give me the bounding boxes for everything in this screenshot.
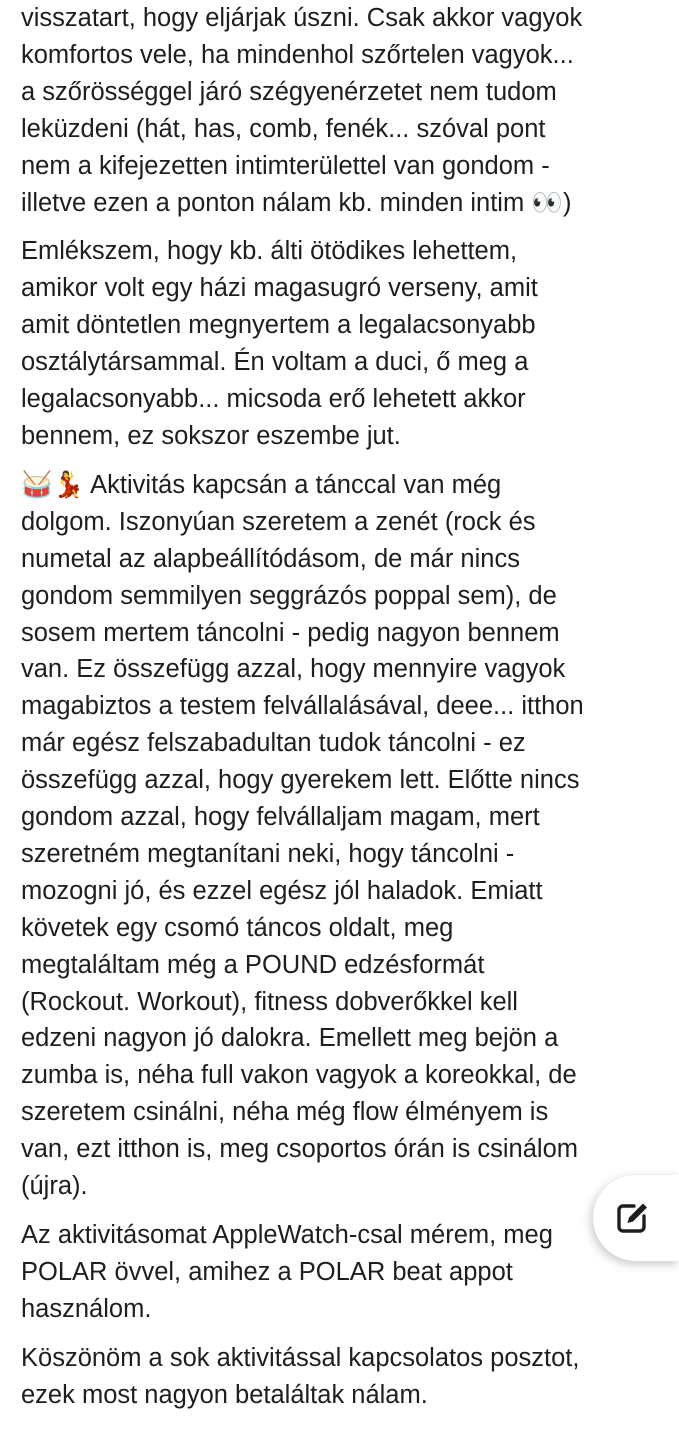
post-paragraph: [21, 0, 661, 221]
text-line: numetal az alapbeállítódásom, de már nincs: [21, 544, 520, 573]
post-paragraph: [21, 1340, 661, 1414]
text-line: szeretném megtanítani neki, hogy táncolni -: [21, 839, 515, 868]
text-line: bennem, ez sokszor eszembe jut.: [21, 421, 401, 450]
text-line: ezek most nagyon betaláltak nálam.: [21, 1380, 428, 1409]
text-line: POLAR övvel, amihez a POLAR beat appot: [21, 1257, 513, 1286]
text-line: amit döntetlen megnyertem a legalacsonyabb: [21, 311, 536, 340]
text-line: magabiztos a testem felvállalásával, deee... itthon: [21, 692, 584, 721]
text-line: 🥁💃 Aktivitás kapcsán a tánccal van még: [21, 470, 502, 499]
post-paragraph: [21, 233, 661, 454]
text-line: gondom azzal, hogy felvállaljam magam, mert: [21, 803, 540, 832]
text-line: már egész felszabadultan tudok táncolni - ez: [21, 729, 526, 758]
text-line: használom.: [21, 1294, 152, 1323]
text-line: Emlékszem, hogy kb. álti ötödikes lehettem,: [21, 237, 518, 266]
compose-button[interactable]: [593, 1175, 679, 1261]
text-line: leküzdeni (hát, has, comb, fenék... szóval pont: [21, 114, 546, 143]
text-line: legalacsonyabb... micsoda erő lehetett akkor: [21, 385, 526, 414]
text-line: komfortos vele, ha mindenhol szőrtelen vagyok...: [21, 40, 574, 69]
text-line: Az aktivitásomat AppleWatch-csal mérem, meg: [21, 1221, 553, 1249]
text-line: osztálytársammal. Én voltam a duci, ő meg a: [21, 348, 529, 377]
text-line: zumba is, néha full vakon vagyok a koreokkal, de: [21, 1061, 577, 1090]
post-body: [21, 0, 661, 1426]
post-paragraph: [21, 1217, 661, 1328]
text-line: szeretem csinálni, néha még flow élményem is: [21, 1098, 549, 1127]
text-line: megtaláltam még a POUND edzésformát: [21, 950, 485, 979]
post-paragraph: [21, 467, 661, 1205]
text-line: dolgom. Iszonyúan szeretem a zenét (rock és: [21, 507, 536, 536]
text-line: Köszönöm a sok aktivitással kapcsolatos posztot,: [21, 1343, 580, 1372]
text-line: visszatart, hogy eljárjak úszni. Csak akkor vagyok: [21, 4, 583, 32]
text-line: (Rockout. Workout), fitness dobverőkkel kell: [21, 987, 518, 1016]
text-line: edzeni nagyon jó dalokra. Emellett meg bejön a: [21, 1024, 559, 1053]
text-line: (újra).: [21, 1172, 88, 1201]
text-line: van. Ez összefügg azzal, hogy mennyire vagyok: [21, 655, 566, 684]
text-line: gondom semmilyen seggrázós poppal sem), de: [21, 581, 557, 610]
text-line: illetve ezen a ponton nálam kb. minden intim 👀): [21, 188, 572, 217]
text-line: amikor volt egy házi magasugró verseny, amit: [21, 274, 538, 303]
text-line: nem a kifejezetten intimterülettel van gondom -: [21, 151, 550, 180]
text-line: a szőrösséggel járó szégyenérzetet nem tudom: [21, 77, 557, 106]
text-line: sosem mertem táncolni - pedig nagyon bennem: [21, 618, 560, 647]
compose-icon: [612, 1198, 652, 1238]
text-line: összefügg azzal, hogy gyerekem lett. Előtte nincs: [21, 766, 580, 795]
text-line: mozogni jó, és ezzel egész jól haladok. Emiatt: [21, 876, 543, 905]
text-line: van, ezt itthon is, meg csoportos órán is csinálom: [21, 1135, 579, 1164]
text-line: követek egy csomó táncos oldalt, meg: [21, 913, 454, 942]
